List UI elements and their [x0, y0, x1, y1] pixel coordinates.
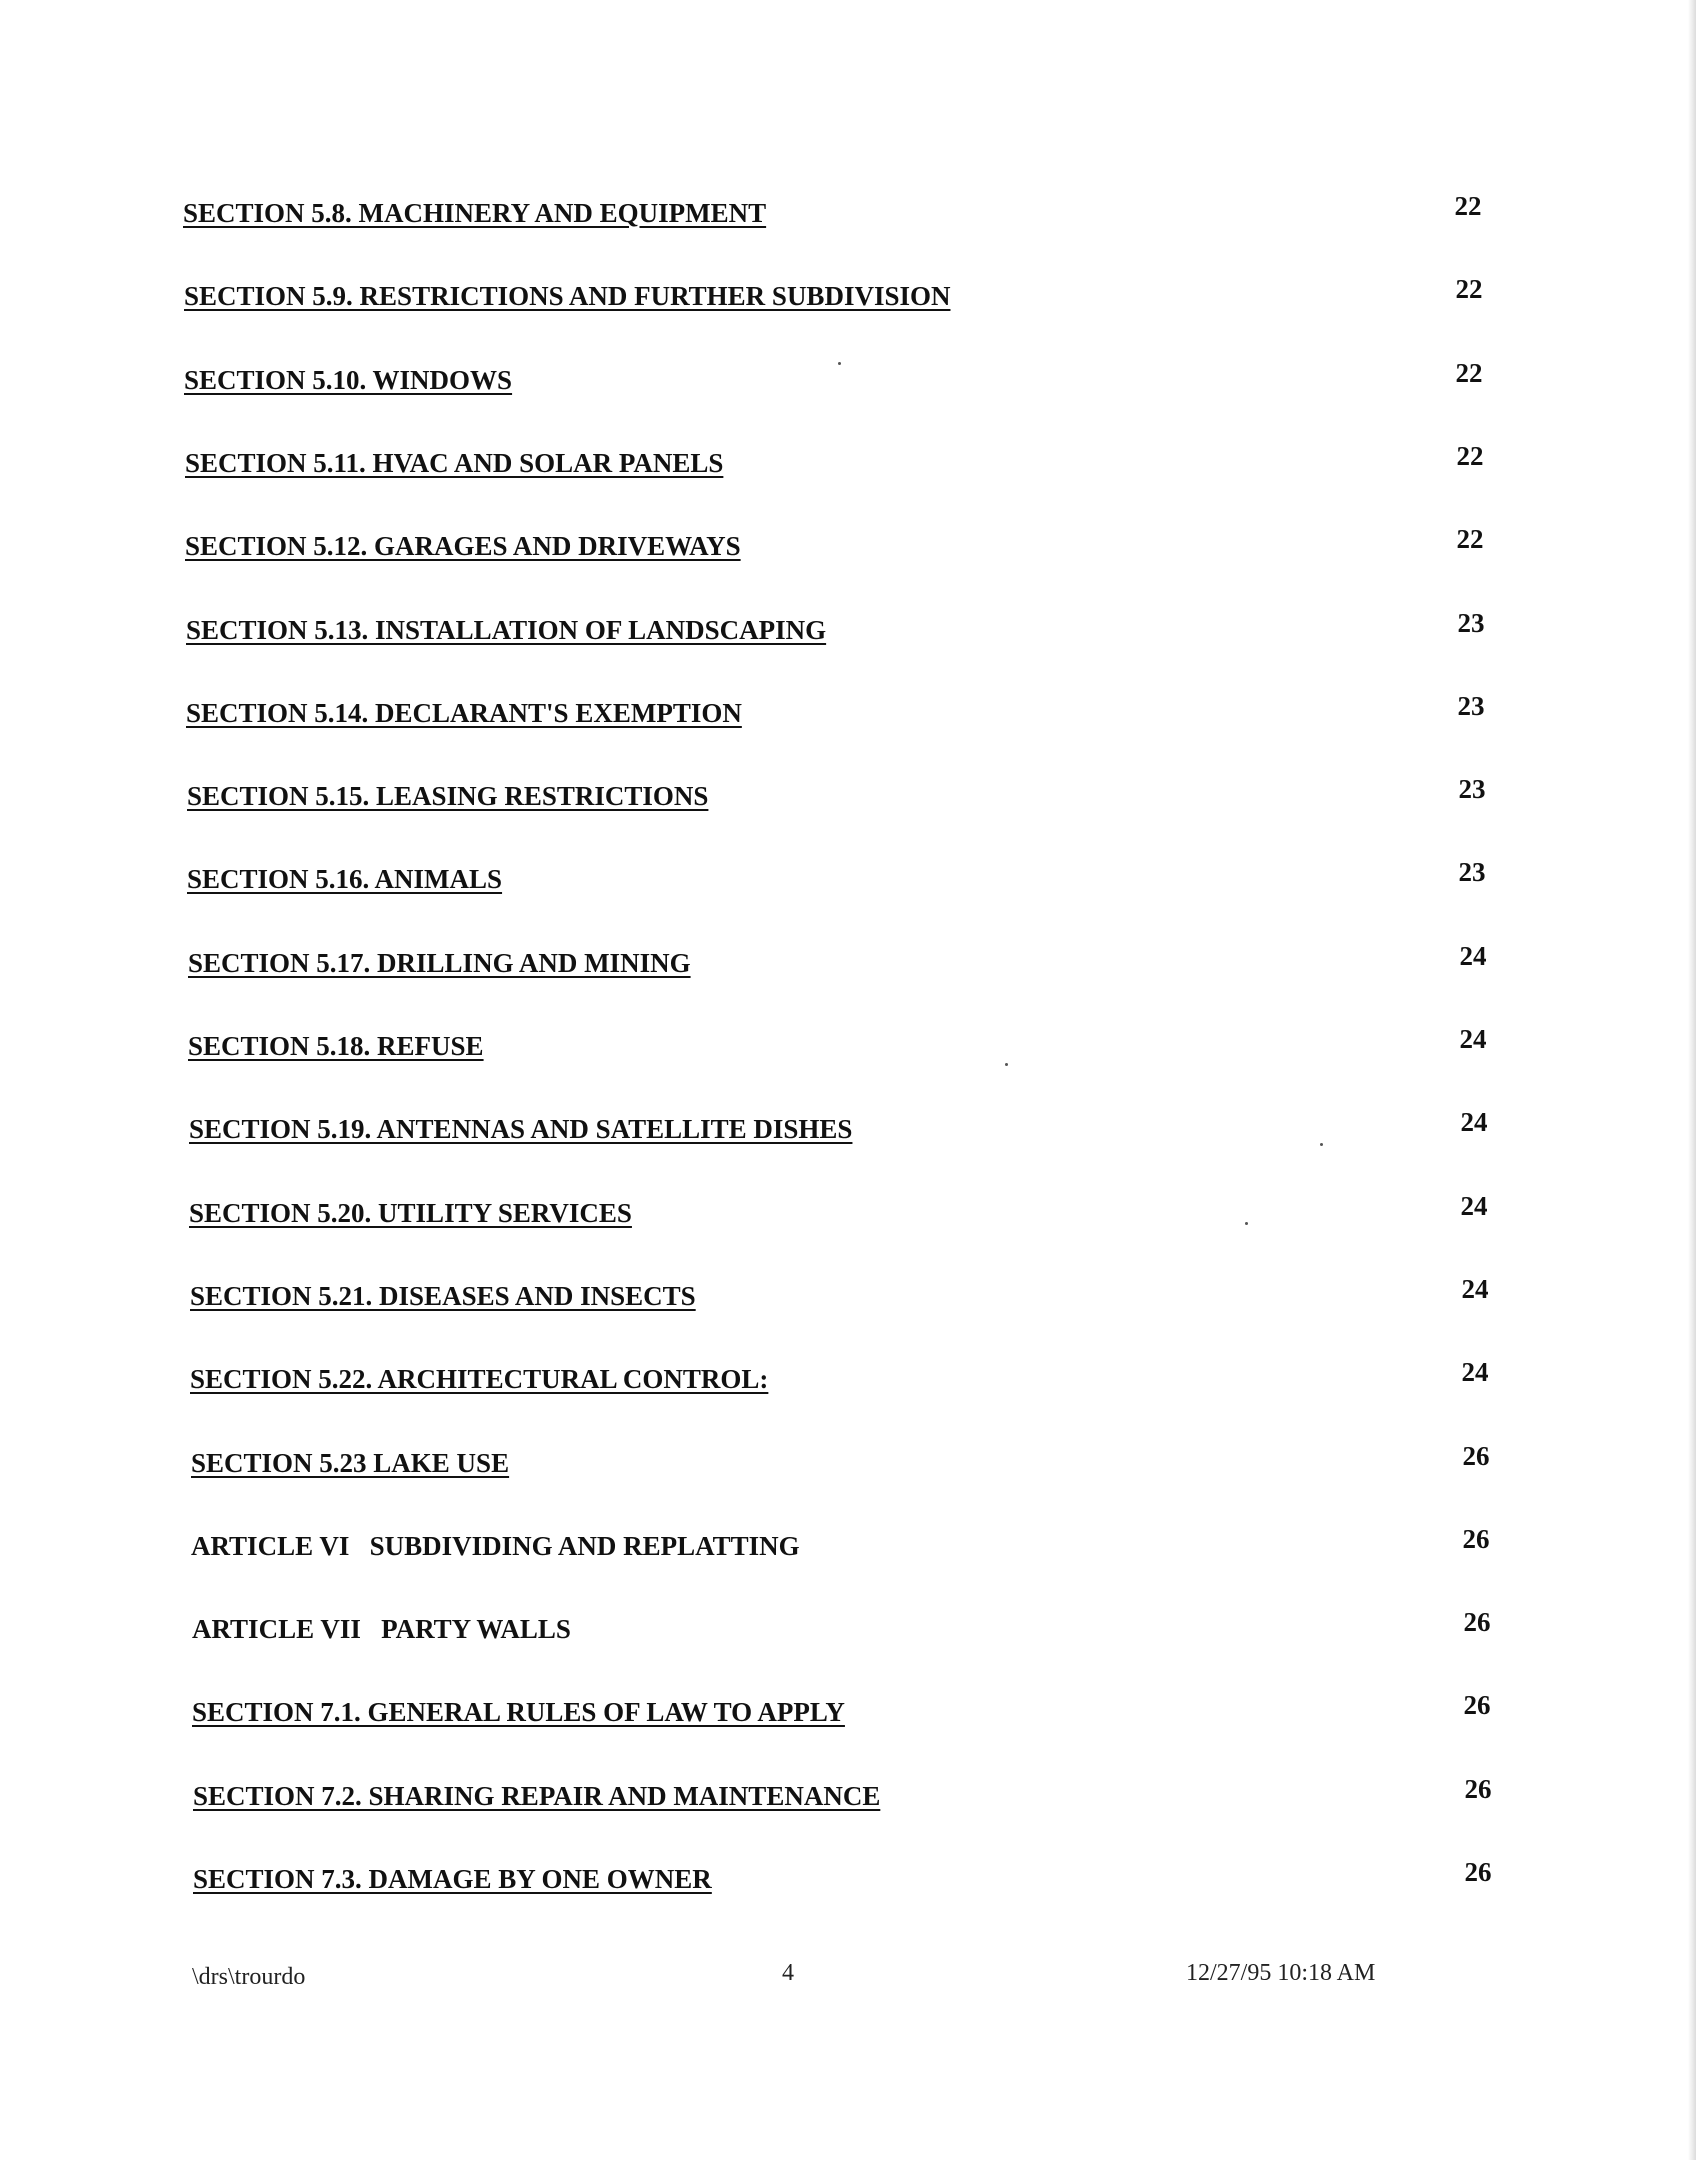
toc-entry-title: SECTION 5.11. HVAC AND SOLAR PANELS [185, 447, 724, 478]
scan-speck [1005, 1063, 1008, 1066]
toc-entry-page: 26 [1463, 1690, 1491, 1720]
toc-entry-title: SECTION 5.18. REFUSE [188, 1030, 484, 1061]
toc-entry [192, 1692, 845, 1732]
toc-entry-title: SECTION 5.10. WINDOWS [184, 364, 513, 395]
toc-entry-page: 26 [1463, 1607, 1491, 1637]
toc-entry-title: SECTION 5.17. DRILLING AND MINING [188, 947, 691, 978]
toc-entry-page: 22 [1455, 358, 1483, 388]
toc-entry [191, 1526, 800, 1566]
toc-entry-page: 23 [1457, 691, 1485, 721]
toc-entry [192, 1609, 571, 1649]
toc-entry-title: SECTION 7.1. GENERAL RULES OF LAW TO APPLY [192, 1696, 845, 1727]
toc-entry-page: 22 [1454, 191, 1482, 221]
toc-entry [189, 1109, 852, 1149]
toc-entry-title: SECTION 5.13. INSTALLATION OF LANDSCAPING [186, 614, 827, 645]
toc-entry-page: 24 [1461, 1274, 1489, 1304]
toc-entry [184, 360, 512, 400]
toc-entry-title: SECTION 5.22. ARCHITECTURAL CONTROL: [190, 1363, 769, 1394]
toc-entry-page: 26 [1464, 1774, 1492, 1804]
toc-entry-title: SECTION 5.8. MACHINERY AND EQUIPMENT [183, 197, 767, 228]
toc-entry-page: 24 [1459, 1024, 1487, 1054]
toc-entry-title: SECTION 5.23 LAKE USE [191, 1447, 510, 1478]
toc-entry-title: SECTION 5.21. DISEASES AND INSECTS [190, 1280, 696, 1311]
footer-file-path: \drs\trourdo [192, 1964, 306, 1990]
scan-speck [1245, 1222, 1248, 1225]
toc-entry [184, 276, 950, 316]
footer-page-number: 4 [782, 1960, 794, 1986]
toc-entry-page: 24 [1460, 1107, 1488, 1137]
toc-entry-page: 22 [1456, 524, 1484, 554]
toc-entry-page: 24 [1460, 1191, 1488, 1221]
toc-entry-title: SECTION 5.20. UTILITY SERVICES [189, 1197, 632, 1228]
toc-entry [188, 943, 691, 983]
toc-entry [187, 859, 502, 899]
toc-entry [186, 610, 826, 650]
toc-entry-page: 23 [1458, 774, 1486, 804]
toc-entry-title: SECTION 7.2. SHARING REPAIR AND MAINTENANCE [193, 1780, 881, 1811]
toc-entry-page: 23 [1457, 608, 1485, 638]
scan-speck [838, 362, 841, 365]
scan-speck [1320, 1143, 1323, 1146]
toc-entry-title: ARTICLE VII PARTY WALLS [192, 1613, 571, 1644]
toc-entry-page: 23 [1458, 857, 1486, 887]
toc-entry-title: SECTION 5.9. RESTRICTIONS AND FURTHER SUBDIVISION [184, 280, 951, 311]
toc-entry-page: 26 [1464, 1857, 1492, 1887]
toc-entry-page: 26 [1462, 1441, 1490, 1471]
toc-entry [183, 193, 766, 233]
toc-entry-page: 26 [1462, 1524, 1490, 1554]
toc-entry [185, 526, 741, 566]
toc-entry-title: SECTION 7.3. DAMAGE BY ONE OWNER [193, 1863, 712, 1894]
toc-entry-title: SECTION 5.12. GARAGES AND DRIVEWAYS [185, 530, 741, 561]
toc-entry [193, 1776, 880, 1816]
toc-entry [187, 776, 708, 816]
toc-entry-page: 22 [1456, 441, 1484, 471]
toc-entry [190, 1276, 696, 1316]
toc-entry-page: 24 [1459, 941, 1487, 971]
toc-entry [186, 693, 742, 733]
toc-entry-title: SECTION 5.14. DECLARANT'S EXEMPTION [186, 697, 742, 728]
toc-entry-title: SECTION 5.16. ANIMALS [187, 863, 503, 894]
footer-timestamp: 12/27/95 10:18 AM [1186, 1960, 1376, 1986]
toc-entry [189, 1193, 632, 1233]
toc-entry-title: SECTION 5.15. LEASING RESTRICTIONS [187, 780, 709, 811]
toc-entry [193, 1859, 712, 1899]
toc-entry-page: 24 [1461, 1357, 1489, 1387]
toc-entry [185, 443, 723, 483]
toc-entry [190, 1359, 768, 1399]
toc-entry-title: ARTICLE VI SUBDIVIDING AND REPLATTING [191, 1530, 800, 1561]
toc-entry-title: SECTION 5.19. ANTENNAS AND SATELLITE DISHES [189, 1113, 853, 1144]
toc-entry [188, 1026, 484, 1066]
toc-entry [191, 1443, 509, 1483]
toc-entry-page: 22 [1455, 274, 1483, 304]
